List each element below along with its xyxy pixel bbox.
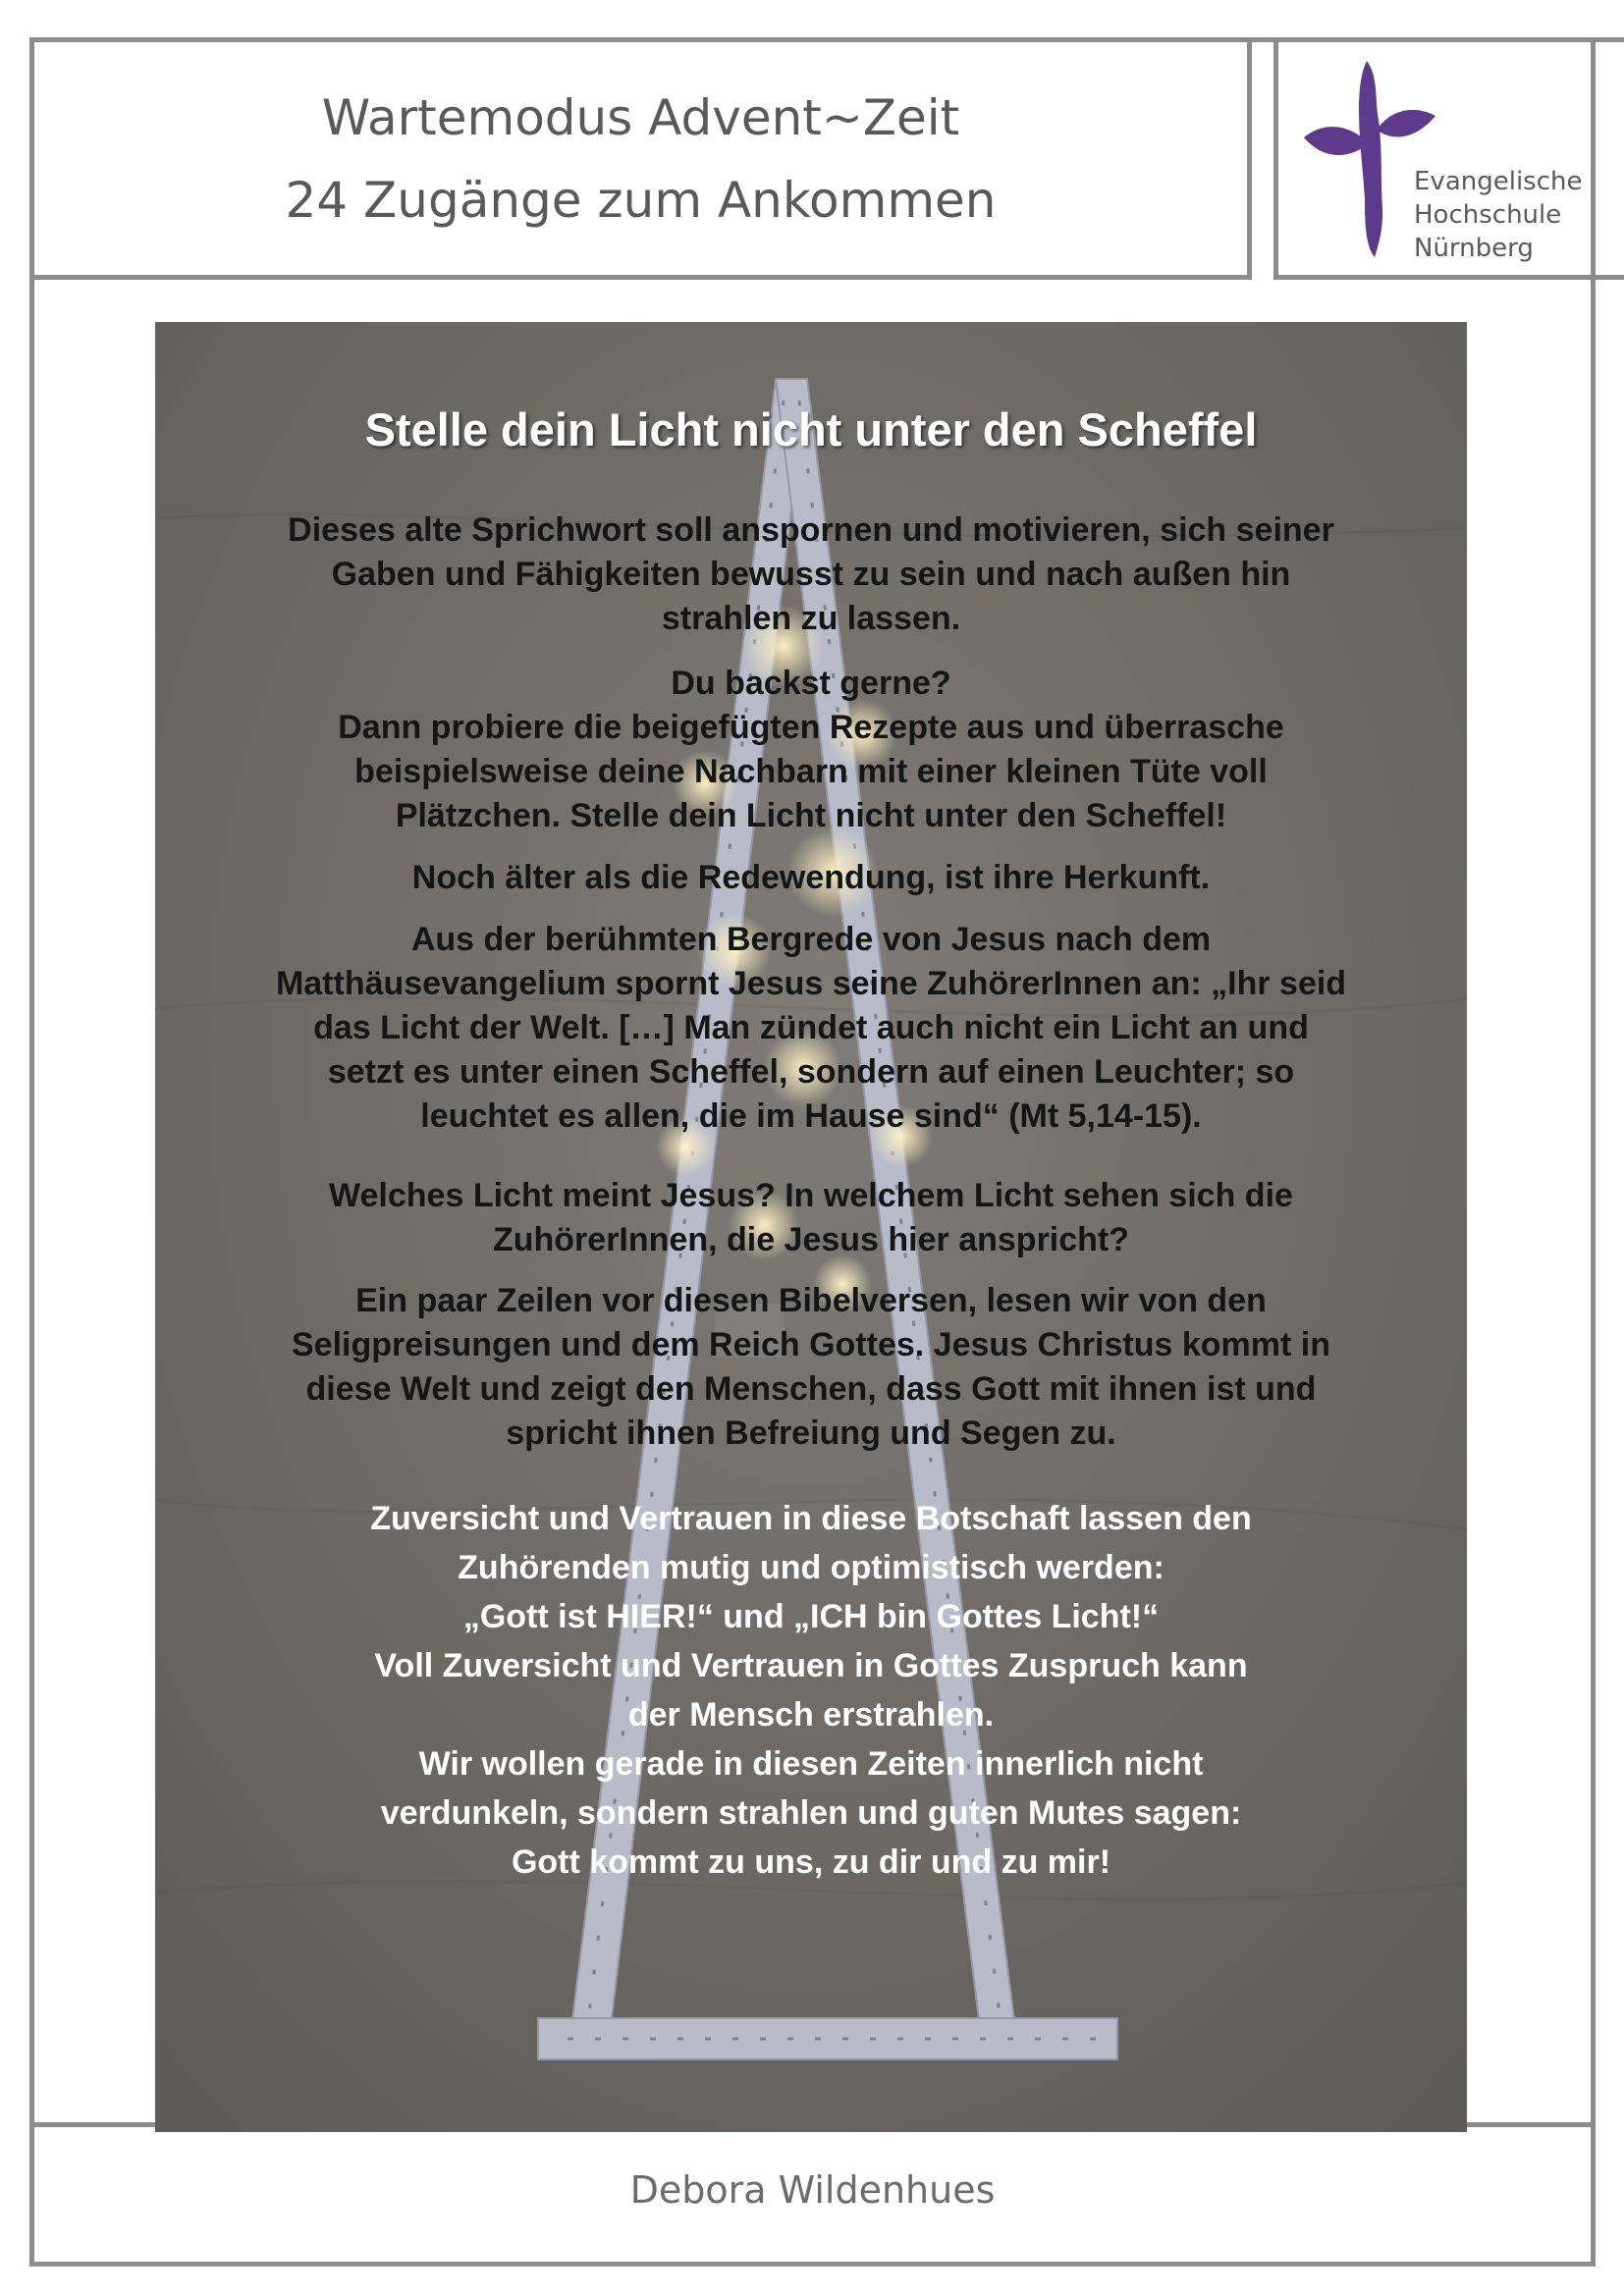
- paragraph-2-line: Plätzchen. Stelle dein Licht nicht unter den Scheffel!: [395, 797, 1227, 834]
- logo-text-line-3: Nürnberg: [1414, 234, 1534, 263]
- cross-logo-stem: [1359, 61, 1382, 257]
- paragraph-4-line: leuchtet es allen, die im Hause sind“ (Mt 5,14-15).: [420, 1097, 1202, 1135]
- paragraph-7-line: Zuversicht und Vertrauen in diese Botschaft lassen den: [370, 1500, 1252, 1537]
- paragraph-4-line: das Licht der Welt. […] Man zündet auch nicht ein Licht an und: [313, 1009, 1309, 1046]
- paragraph-1: [155, 508, 1467, 641]
- logo-text-line-2: Hochschule: [1414, 200, 1562, 230]
- paragraph-7-line: verdunkeln, sondern strahlen und guten Mutes sagen:: [380, 1794, 1242, 1832]
- paragraph-7: [155, 1494, 1467, 1887]
- paragraph-2-line: Dann probiere die beigefügten Rezepte aus und überrasche: [338, 709, 1284, 746]
- paragraph-5: [155, 1174, 1467, 1262]
- paragraph-7-line: „Gott ist HIER!“ und „ICH bin Gottes Licht!“: [462, 1598, 1160, 1635]
- paragraph-6-line: Seligpreisungen und dem Reich Gottes. Jesus Christus kommt in: [292, 1326, 1330, 1363]
- paragraph-1-line: Gaben und Fähigkeiten bewusst zu sein und nach außen hin: [331, 556, 1291, 593]
- paragraph-7-line: Zuhörenden mutig und optimistisch werden:: [458, 1549, 1164, 1586]
- paragraph-7-line: der Mensch erstrahlen.: [627, 1696, 995, 1734]
- cross-logo-right-arm: [1377, 110, 1435, 137]
- paragraph-4-line: Matthäusevangelium spornt Jesus seine ZuhörerInnen an: „Ihr seid: [275, 965, 1347, 1002]
- paragraph-5-line: ZuhörerInnen, die Jesus hier anspricht?: [492, 1221, 1130, 1258]
- cross-logo-left-arm: [1304, 127, 1369, 155]
- paragraph-7-line: Wir wollen gerade in diesen Zeiten innerlich nicht: [418, 1745, 1204, 1783]
- paragraph-6-line: diese Welt und zeigt den Menschen, dass Gott mit ihnen ist und: [305, 1370, 1317, 1408]
- paragraph-6: [155, 1279, 1467, 1456]
- footer-author: Debora Wildenhues: [629, 2168, 996, 2212]
- document-heading: Stelle dein Licht nicht unter den Scheffel: [364, 403, 1258, 455]
- paragraph-2-line: beispielsweise deine Nachbarn mit einer kleinen Tüte voll: [354, 753, 1268, 790]
- paragraph-2-line: Du backst gerne?: [671, 665, 951, 702]
- paragraph-6-line: spricht ihnen Befreiung und Segen zu.: [506, 1415, 1116, 1452]
- paragraph-5-line: Welches Licht meint Jesus? In welchem Licht sehen sich die: [329, 1177, 1293, 1214]
- logo-text-line-1: Evangelische: [1414, 167, 1583, 196]
- paragraph-4-line: Aus der berühmten Bergrede von Jesus nach dem: [410, 921, 1212, 958]
- paragraph-7-line: Gott kommt zu uns, zu dir und zu mir!: [511, 1843, 1111, 1881]
- paragraph-2: [155, 662, 1467, 838]
- paragraph-1-line: Dieses alte Sprichwort soll anspornen und motivieren, sich seiner: [288, 511, 1334, 549]
- header-title-line-1: Wartemodus Advent~Zeit: [321, 89, 960, 146]
- paragraph-6-line: Ein paar Zeilen vor diesen Bibelversen, lesen wir von den: [355, 1282, 1267, 1319]
- paragraph-3: [155, 856, 1467, 900]
- paragraph-4: [155, 918, 1467, 1139]
- paragraph-3-line: Noch älter als die Redewendung, ist ihre Herkunft.: [411, 859, 1211, 896]
- header-title-box: [29, 37, 1252, 280]
- paragraph-7-line: Voll Zuversicht und Vertrauen in Gottes Zuspruch kann: [374, 1647, 1248, 1684]
- paragraph-4-line: setzt es unter einen Scheffel, sondern auf einen Leuchter; so: [327, 1053, 1295, 1091]
- header-title-line-2: 24 Zugänge zum Ankommen: [285, 172, 997, 229]
- paragraph-1-line: strahlen zu lassen.: [661, 600, 961, 637]
